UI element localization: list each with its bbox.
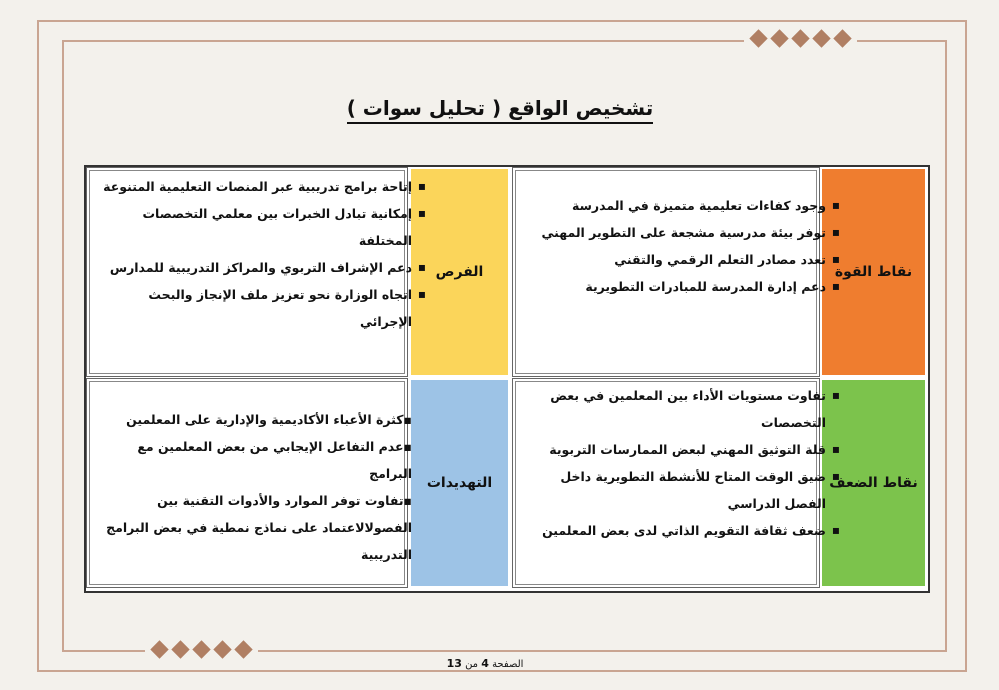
strengths-list xyxy=(520,192,844,300)
list-item: ▪تفاوت توفر الموارد والأدوات التقنية بين الفصولالاعتماد على نماذج نمطية في بعض البرامج التدريبية xyxy=(106,493,412,562)
strengths-label: نقاط القوة xyxy=(822,169,925,375)
list-item: ▪ تعدد مصادر التعلم الرقمي والتقني xyxy=(526,246,826,273)
opportunities-list xyxy=(88,173,430,335)
threats-label: التهديدات xyxy=(411,380,508,586)
list-item: ▪ ضعف ثقافة التقويم الذاتي لدى بعض المعلمين xyxy=(526,517,826,544)
list-item: ▪ ضيق الوقت المتاح للأنشطة التطويرية داخل الفصل الدراسي xyxy=(526,463,826,517)
list-item: ▪ إتاحة برامج تدريبية عبر المنصات التعليمية المتنوعة xyxy=(94,173,412,200)
weaknesses-label: نقاط الضعف xyxy=(822,380,925,586)
list-item: ▪ دعم إدارة المدرسة للمبادرات التطويرية xyxy=(526,273,826,300)
threats-list xyxy=(88,406,418,568)
list-item: ▪ قلة التوثيق المهني لبعض الممارسات التربوية xyxy=(526,436,826,463)
weaknesses-list xyxy=(520,382,844,544)
diamond-ornament-bottom xyxy=(145,643,258,656)
list-item: ▪ إمكانية تبادل الخبرات بين معلمي التخصصات المختلفة xyxy=(94,200,412,254)
opportunities-label: الفرص xyxy=(411,169,508,375)
list-item: ▪ دعم الإشراف التربوي والمراكز التدريبية للمدارس xyxy=(94,254,412,281)
diamond-ornament-top xyxy=(744,32,857,45)
page-number: الصفحة 4 من 13 xyxy=(446,657,524,670)
list-item: ▪كثرة الأعباء الأكاديمية والإدارية على المعلمين xyxy=(126,412,412,427)
list-item: ▪عدم التفاعل الإيجابي من بعض المعلمين مع البرامج xyxy=(137,439,412,481)
list-item: ▪ اتجاه الوزارة نحو تعزيز ملف الإنجاز والبحث الإجرائي xyxy=(94,281,412,335)
page-title: تشخيص الواقع ( تحليل سوات ) xyxy=(300,96,700,120)
list-item: ▪ وجود كفاءات تعليمية متميزة في المدرسة xyxy=(526,192,826,219)
list-item: ▪ توفر بيئة مدرسية مشجعة على التطوير المهني xyxy=(526,219,826,246)
list-item: ▪ تفاوت مستويات الأداء بين المعلمين في بعض التخصصات xyxy=(526,382,826,436)
